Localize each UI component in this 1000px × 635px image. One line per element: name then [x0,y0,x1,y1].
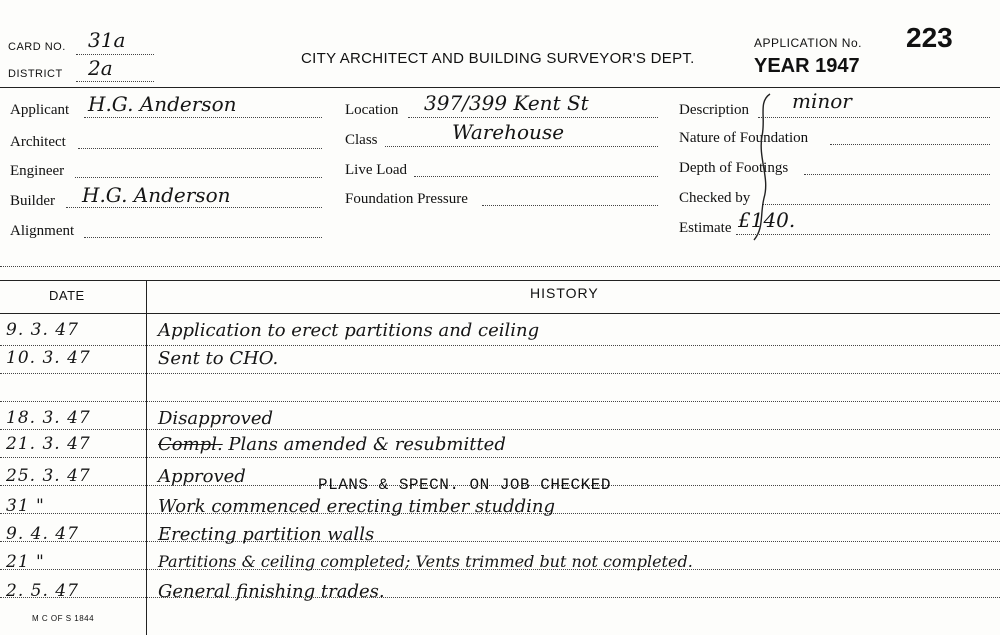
foundation-pressure-label: Foundation Pressure [345,191,468,207]
engineer-rule [75,177,322,178]
class-value: Warehouse [452,120,565,144]
architect-label: Architect [10,134,66,150]
alignment-label: Alignment [10,223,75,239]
history-entry [0,376,1000,403]
card-no-label: CARD NO. [8,41,66,53]
estimate-value: £140. [738,208,796,232]
class-label: Class [345,132,378,148]
entry-date: 31 " [6,496,45,516]
history-entry [0,581,1000,608]
card-no-rule [76,54,154,55]
struck-word: Compl. [158,434,223,455]
estimate-label: Estimate [679,220,732,236]
location-label: Location [345,102,399,118]
entry-date: 21. 3. 47 [6,434,91,454]
entry-text: Sent to CHO. [158,348,279,369]
details-bottom-dotted [0,266,1000,267]
application-label: APPLICATION No. [754,36,862,50]
history-entry [0,408,1000,435]
header-divider [0,87,1000,88]
history-entry [0,552,1000,579]
nature-of-foundation-label: Nature of Foundation [679,130,809,146]
history-entry [0,466,1000,493]
district-value: 2a [88,56,113,80]
history-entry [0,524,1000,551]
entry-text: Work commenced erecting timber studding [158,496,555,517]
entry-date: 9. 4. 47 [6,524,79,544]
date-column-header: DATE [49,288,85,303]
location-value: 397/399 Kent St [424,91,589,115]
bracket-stroke [740,88,780,248]
live-load-label: Live Load [345,162,408,178]
entry-text-main: Plans amended & resubmitted [228,434,506,455]
foundation-pressure-rule [482,205,658,206]
description-value: minor [792,89,852,113]
applicant-value: H.G. Anderson [88,92,237,116]
nature-rule [830,144,990,145]
year-label: YEAR 1947 [754,55,860,77]
checked-stamp: PLANS & SPECN. ON JOB CHECKED [318,476,611,494]
location-rule [408,117,658,118]
entry-date: 9. 3. 47 [6,320,79,340]
entry-date: 25. 3. 47 [6,466,91,486]
entry-text: Partitions & ceiling completed; Vents trimmed but not completed. [158,552,693,571]
district-label: DISTRICT [8,68,63,80]
builder-rule [66,207,322,208]
form-code: M C OF S 1844 [32,614,95,623]
card-no-value: 31a [88,28,126,52]
live-load-rule [414,176,658,177]
history-column-header: HISTORY [530,285,599,301]
history-top-divider [0,280,1000,281]
history-entry [0,496,1000,523]
entry-text: Application to erect partitions and ceiling [158,320,540,341]
depth-rule [804,174,990,175]
entry-text [158,434,506,455]
entry-text: Erecting partition walls [158,524,375,545]
architect-rule [78,148,322,149]
builder-label: Builder [10,193,55,209]
history-entry [0,348,1000,375]
history-entry [0,320,1000,347]
entry-text: General finishing trades. [158,581,385,602]
description-rule [758,117,990,118]
department-title: CITY ARCHITECT AND BUILDING SURVEYOR'S DEPT. [301,50,695,67]
description-label: Description [679,102,749,118]
class-rule [385,146,658,147]
application-number: 223 [906,22,953,53]
entry-date: 2. 5. 47 [6,581,79,601]
engineer-label: Engineer [10,163,65,179]
history-header-rule [0,313,1000,314]
district-rule [76,81,154,82]
applicant-rule [84,117,322,118]
builder-value: H.G. Anderson [82,183,231,207]
alignment-rule [84,237,322,238]
entry-date: 21 " [6,552,45,572]
applicant-label: Applicant [10,102,70,118]
entry-text: Approved [158,466,246,487]
checked-by-label: Checked by [679,190,751,206]
checked-rule [762,204,990,205]
depth-of-footings-label: Depth of Footings [679,160,789,176]
entry-date: 10. 3. 47 [6,348,91,368]
entry-date: 18. 3. 47 [6,408,91,428]
history-entry [0,434,1000,461]
entry-text: Disapproved [158,408,273,429]
